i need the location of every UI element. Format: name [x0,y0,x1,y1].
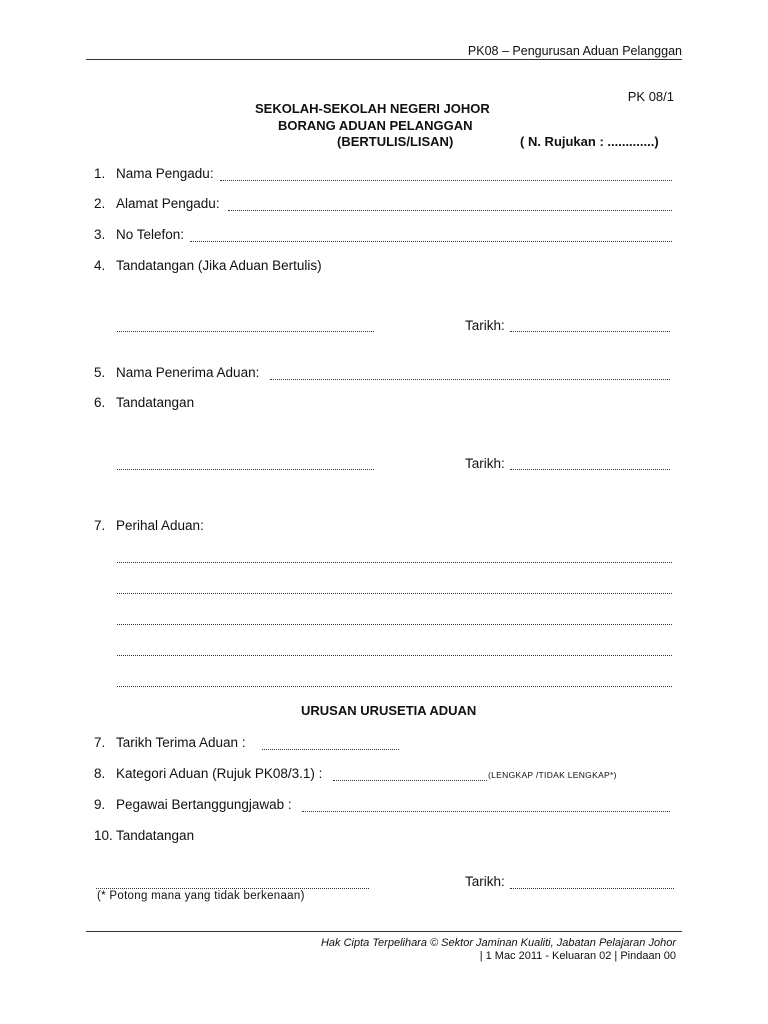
complaint-details-line[interactable] [117,593,672,594]
complaint-details-line[interactable] [117,624,672,625]
field-complaint-details [94,518,204,533]
section-title: URUSAN URUSETIA ADUAN [301,703,477,718]
field-officer [94,797,292,812]
field-label: Nama Pengadu: [116,166,214,181]
receiver-signature-line[interactable] [117,469,374,470]
field-number: 7. [94,735,106,750]
field-complainant-address [94,196,220,211]
title-line-1: SEKOLAH-SEKOLAH NEGERI JOHOR [255,101,490,116]
complainant-address-line[interactable] [228,210,672,211]
reference-number: ( N. Rujukan : .............) [520,134,659,149]
complaint-details-line[interactable] [117,562,672,563]
field-number: 8. [94,766,106,781]
field-number: 10. [94,828,113,843]
field-complainant-name [94,166,214,181]
receiver-date-line[interactable] [510,469,670,470]
secretariat-signature-line[interactable] [96,888,369,889]
complainant-date-label: Tarikh: [465,318,505,333]
field-label: Tandatangan (Jika Aduan Bertulis) [116,258,322,273]
field-number: 4. [94,258,106,273]
version-text: | 1 Mac 2011 - Keluaran 02 | Pindaan 00 [479,950,676,962]
field-number: 6. [94,395,106,410]
field-label: Pegawai Bertanggungjawab : [116,797,292,812]
field-receiver-name [94,365,259,380]
field-receiver-signature [94,395,194,410]
title-line-2: BORANG ADUAN PELANGGAN [278,118,473,133]
form-code: PK 08/1 [627,89,674,104]
phone-line[interactable] [190,241,672,242]
field-label: Tandatangan [116,828,195,843]
copyright-text: Hak Cipta Terpelihara © Sektor Jaminan Kualiti, Jabatan Pelajaran Johor [320,937,676,949]
category-note: (LENGKAP /TIDAK LENGKAP*) [488,770,617,780]
title-line-3: (BERTULIS/LISAN) [337,134,454,149]
secretariat-date-line[interactable] [510,888,674,889]
complaint-details-line[interactable] [117,655,672,656]
header-rule [86,59,682,60]
footnote: (* Potong mana yang tidak berkenaan) [97,890,305,902]
officer-line[interactable] [302,811,670,812]
receiver-name-line[interactable] [270,379,670,380]
secretariat-date-label: Tarikh: [465,874,505,889]
field-label: Tarikh Terima Aduan : [116,735,246,750]
field-number: 2. [94,196,106,211]
complaint-details-line[interactable] [117,686,672,687]
complainant-date-line[interactable] [510,331,670,332]
field-complaint-category [94,766,322,781]
footer-rule [86,931,682,932]
field-number: 1. [94,166,106,181]
field-secretariat-signature [94,828,194,843]
field-label: Nama Penerima Aduan: [116,365,260,380]
field-label: Perihal Aduan: [116,518,204,533]
field-date-received [94,735,246,750]
field-label: Kategori Aduan (Rujuk PK08/3.1) : [116,766,323,781]
complainant-name-line[interactable] [220,180,672,181]
date-received-line[interactable] [262,749,399,750]
field-label: No Telefon: [116,227,185,242]
field-number: 3. [94,227,106,242]
field-label: Alamat Pengadu: [116,196,220,211]
complaint-category-line[interactable] [333,780,487,781]
complainant-signature-line[interactable] [117,331,374,332]
field-number: 5. [94,365,106,380]
running-header: PK08 – Pengurusan Aduan Pelanggan [467,44,682,58]
receiver-date-label: Tarikh: [465,456,505,471]
field-phone [94,227,184,242]
field-label: Tandatangan [116,395,195,410]
field-number: 7. [94,518,106,533]
field-written-signature [94,258,322,273]
field-number: 9. [94,797,106,812]
